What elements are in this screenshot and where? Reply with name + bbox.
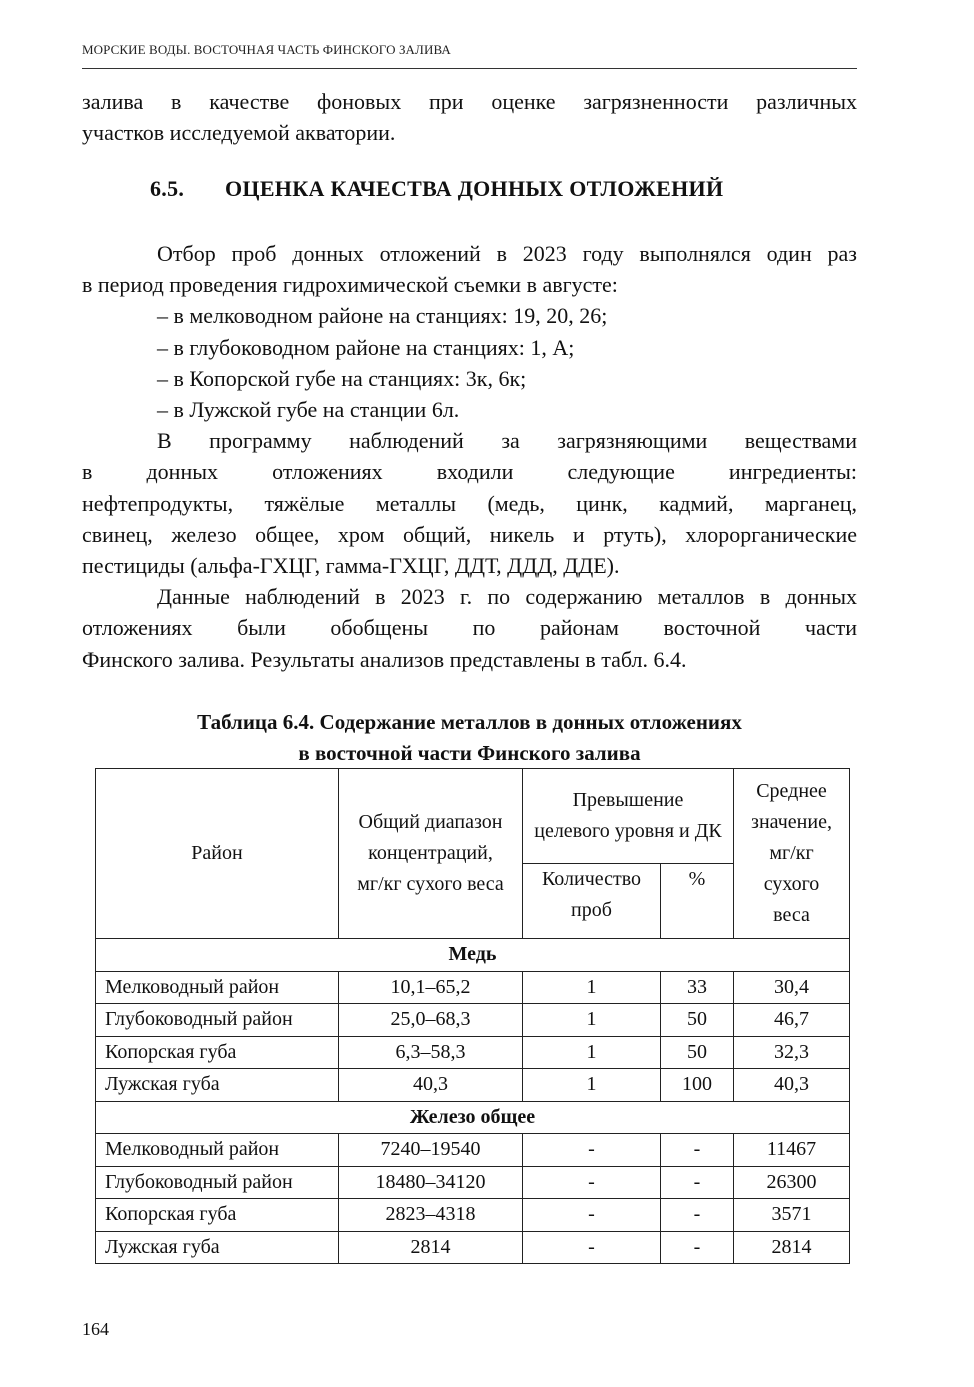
table-group-row bbox=[96, 1101, 850, 1134]
count-cell: - bbox=[523, 1231, 661, 1264]
percent-cell: - bbox=[661, 1231, 734, 1264]
mean-cell: 11467 bbox=[734, 1134, 850, 1167]
section-heading bbox=[150, 176, 723, 202]
list-item: – в глубоководном районе на станциях: 1, А; bbox=[157, 334, 575, 360]
range-cell: 10,1–65,2 bbox=[339, 971, 523, 1004]
range-cell: 18480–34120 bbox=[339, 1166, 523, 1199]
metals-table bbox=[95, 768, 850, 1264]
range-cell: 2823–4318 bbox=[339, 1199, 523, 1232]
p2-line-1: В программу наблюдений за загрязняющими веществами bbox=[157, 428, 857, 454]
count-cell: 1 bbox=[523, 1069, 661, 1102]
mean-cell: 2814 bbox=[734, 1231, 850, 1264]
table-row bbox=[96, 1199, 850, 1232]
region-cell: Копорская губа bbox=[96, 1036, 339, 1069]
header-exceed: Превышение целевого уровня и ДК bbox=[523, 769, 734, 864]
percent-cell: - bbox=[661, 1166, 734, 1199]
count-cell: 1 bbox=[523, 1036, 661, 1069]
p3-line-2: отложениях были обобщены по районам восточной части bbox=[82, 615, 857, 641]
mean-cell: 3571 bbox=[734, 1199, 850, 1232]
range-cell: 40,3 bbox=[339, 1069, 523, 1102]
table-caption bbox=[82, 707, 857, 769]
header-region: Район bbox=[96, 769, 339, 939]
percent-cell: 33 bbox=[661, 971, 734, 1004]
table-row bbox=[96, 1004, 850, 1037]
range-cell: 2814 bbox=[339, 1231, 523, 1264]
p1-line-1: Отбор проб донных отложений в 2023 году выполнялся один раз bbox=[157, 241, 857, 266]
mean-cell: 30,4 bbox=[734, 971, 850, 1004]
mean-cell: 26300 bbox=[734, 1166, 850, 1199]
header-mean: Среднее значение, мг/кг сухого веса bbox=[734, 769, 850, 939]
p3-line-1: Данные наблюдений в 2023 г. по содержанию металлов в донных bbox=[157, 584, 857, 610]
section-title: ОЦЕНКА КАЧЕСТВА ДОННЫХ ОТЛОЖЕНИЙ bbox=[225, 176, 724, 201]
region-cell: Лужская губа bbox=[96, 1069, 339, 1102]
intro-line-2: участков исследуемой акватории. bbox=[82, 120, 396, 146]
p1-line-2: в период проведения гидрохимической съемки в августе: bbox=[82, 272, 618, 298]
region-cell: Копорская губа bbox=[96, 1199, 339, 1232]
group-title: Медь bbox=[96, 939, 850, 972]
table-caption-line-1: Таблица 6.4. Содержание металлов в донных отложениях bbox=[197, 710, 742, 734]
section-number: 6.5. bbox=[150, 176, 185, 201]
mean-cell: 40,3 bbox=[734, 1069, 850, 1102]
table-group-row bbox=[96, 939, 850, 972]
p2-line-3: нефтепродукты, тяжёлые металлы (медь, цинк, кадмий, марганец, bbox=[82, 490, 857, 516]
intro-line-1: залива в качестве фоновых при оценке загрязненности различных bbox=[82, 89, 857, 114]
count-cell: 1 bbox=[523, 1004, 661, 1037]
mean-cell: 32,3 bbox=[734, 1036, 850, 1069]
header-divider bbox=[82, 68, 857, 69]
running-header: МОРСКИЕ ВОДЫ. ВОСТОЧНАЯ ЧАСТЬ ФИНСКОГО ЗАЛИВА bbox=[82, 42, 451, 57]
table-row bbox=[96, 1134, 850, 1167]
count-cell: - bbox=[523, 1199, 661, 1232]
percent-cell: 100 bbox=[661, 1069, 734, 1102]
p3-line-3: Финского залива. Результаты анализов представлены в табл. 6.4. bbox=[82, 646, 687, 672]
p2-line-4: свинец, железо общее, хром общий, никель и ртуть), хлорорганические bbox=[82, 521, 857, 547]
table-row bbox=[96, 1231, 850, 1264]
header-percent: % bbox=[661, 864, 734, 939]
region-cell: Мелководный район bbox=[96, 1134, 339, 1167]
percent-cell: - bbox=[661, 1134, 734, 1167]
count-cell: 1 bbox=[523, 971, 661, 1004]
percent-cell: 50 bbox=[661, 1004, 734, 1037]
mean-cell: 46,7 bbox=[734, 1004, 850, 1037]
p2-line-5: пестициды (альфа-ГХЦГ, гамма-ГХЦГ, ДДТ, ДДД, ДДЕ). bbox=[82, 553, 620, 579]
region-cell: Мелководный район bbox=[96, 971, 339, 1004]
list-item: – в мелководном районе на станциях: 19, 20, 26; bbox=[157, 303, 608, 329]
list-item: – в Лужской губе на станции 6л. bbox=[157, 397, 460, 423]
body-paragraphs bbox=[82, 238, 857, 675]
group-title: Железо общее bbox=[96, 1101, 850, 1134]
table-caption-line-2: в восточной части Финского залива bbox=[298, 741, 641, 765]
percent-cell: 50 bbox=[661, 1036, 734, 1069]
table-row bbox=[96, 1166, 850, 1199]
count-cell: - bbox=[523, 1134, 661, 1167]
header-range: Общий диапазон концентраций, мг/кг сухого веса bbox=[339, 769, 523, 939]
range-cell: 7240–19540 bbox=[339, 1134, 523, 1167]
table-body bbox=[96, 939, 850, 1264]
table-row bbox=[96, 1069, 850, 1102]
header-count: Количество проб bbox=[523, 864, 661, 939]
percent-cell: - bbox=[661, 1199, 734, 1232]
region-cell: Глубоководный район bbox=[96, 1166, 339, 1199]
region-cell: Глубоководный район bbox=[96, 1004, 339, 1037]
intro-paragraph bbox=[82, 86, 857, 148]
range-cell: 6,3–58,3 bbox=[339, 1036, 523, 1069]
region-cell: Лужская губа bbox=[96, 1231, 339, 1264]
page-number: 164 bbox=[82, 1319, 109, 1339]
table-row bbox=[96, 1036, 850, 1069]
range-cell: 25,0–68,3 bbox=[339, 1004, 523, 1037]
p2-line-2: в донных отложениях входили следующие ингредиенты: bbox=[82, 459, 857, 485]
count-cell: - bbox=[523, 1166, 661, 1199]
table-row bbox=[96, 971, 850, 1004]
list-item: – в Копорской губе на станциях: 3к, 6к; bbox=[157, 365, 527, 391]
